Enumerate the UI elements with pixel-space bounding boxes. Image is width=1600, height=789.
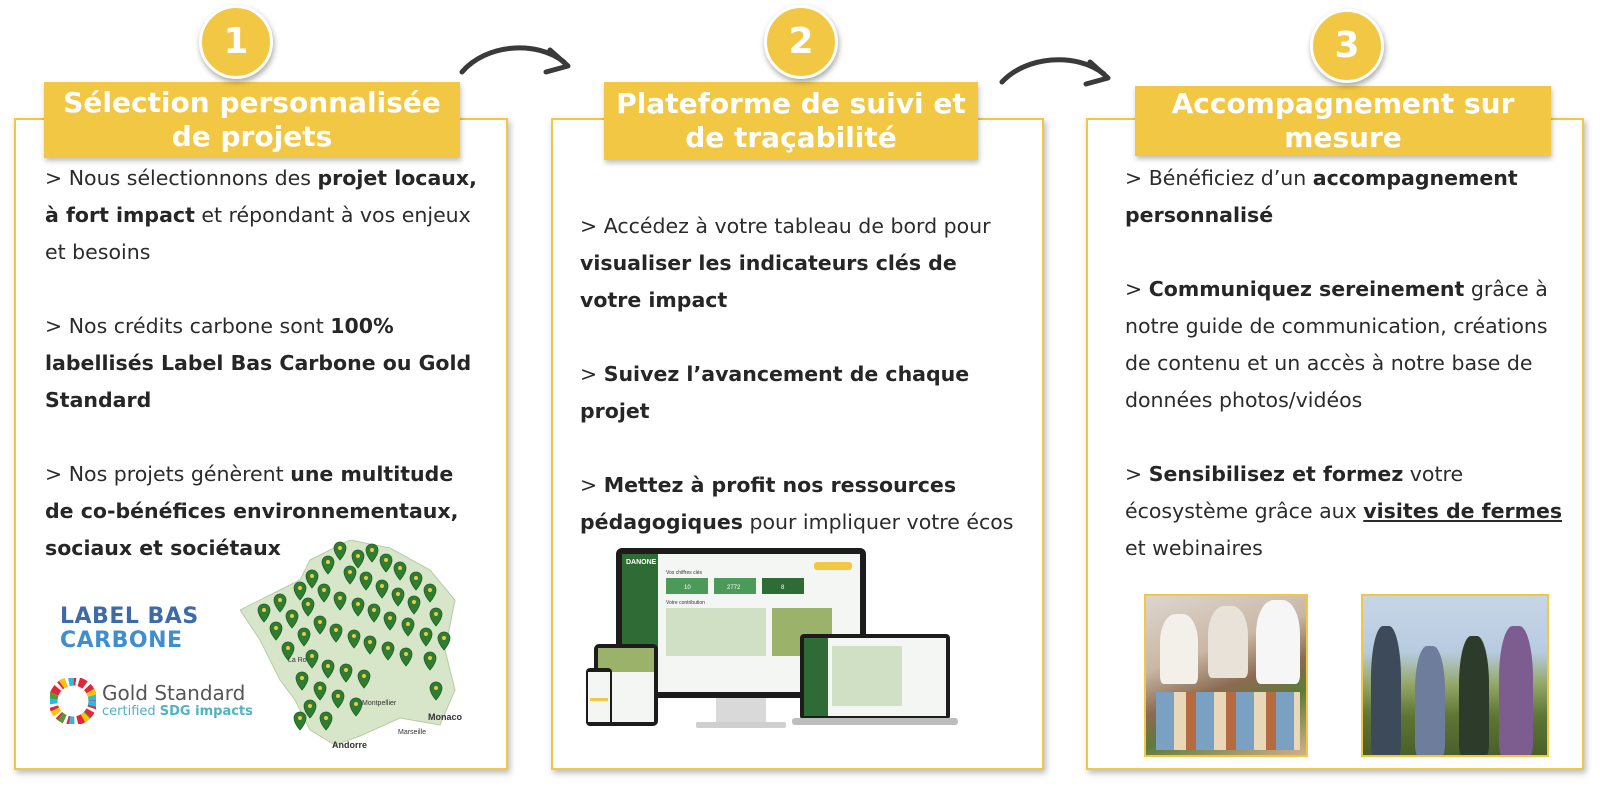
map-pin-dot: [356, 602, 360, 606]
body-text: grâce à notre guide de communication, créations de contenu et un accès à notre base de données photos/vidéos: [1125, 277, 1548, 412]
map-pin-dot: [414, 576, 418, 580]
map-pin-dot: [278, 598, 282, 602]
step-description-2: [580, 208, 1020, 578]
body-text: >: [1125, 277, 1149, 301]
map-pin-dot: [398, 566, 402, 570]
step-title-1: Sélection personnalisée de projets: [44, 82, 460, 158]
map-pin-dot: [308, 704, 312, 708]
map-pin-dot: [338, 546, 342, 550]
body-text: votre écosystème grâce aux: [1125, 462, 1464, 523]
body-text: et répondant à vos enjeux et besoins: [45, 203, 471, 264]
stat-value: 8: [781, 585, 785, 591]
highlight-text: Sensibilisez et formez: [1148, 462, 1404, 486]
map-pin-dot: [322, 588, 326, 592]
description-paragraph: [580, 356, 1020, 430]
map-pin-dot: [336, 694, 340, 698]
map-pin-dot: [306, 602, 310, 606]
map-pin-dot: [354, 702, 358, 706]
gs-sub-bold: SDG impacts: [159, 704, 253, 719]
body-text: > Accédez à votre tableau de bord pour: [580, 214, 991, 238]
body-text: pour impliquer votre écos: [742, 510, 1014, 534]
map-pin-dot: [364, 576, 368, 580]
description-paragraph: [580, 467, 1020, 541]
description-paragraph: [1125, 271, 1565, 419]
map-pin-dot: [318, 620, 322, 624]
highlight-text: 100% labellisés Label Bas Carbone ou Gold Standard: [45, 314, 472, 412]
map-label-la-rochelle: La Ro: [288, 657, 307, 664]
gold-standard-name: Gold Standard: [102, 681, 246, 705]
map-pin-dot: [326, 664, 330, 668]
gold-standard-subtitle: [102, 704, 253, 720]
map-pin-dot: [344, 668, 348, 672]
map-pin-dot: [406, 622, 410, 626]
arrow-right-icon: [996, 48, 1116, 90]
dashboard-section: Votre contribution: [666, 600, 705, 606]
body-text: >: [580, 473, 604, 497]
map-pin-dot: [442, 636, 446, 640]
arrow-right-icon: [456, 36, 576, 78]
underlined-link-text: [1363, 499, 1562, 523]
body-text: > Nos crédits carbone sont: [45, 314, 331, 338]
map-pin-dot: [380, 584, 384, 588]
dashboard-devices-mockup: [586, 548, 966, 728]
map-pin-dot: [372, 608, 376, 612]
map-pin-dot: [434, 612, 438, 616]
map-pin-dot: [338, 596, 342, 600]
highlight-text: accompagnement personnalisé: [1125, 166, 1518, 227]
description-paragraph: [580, 208, 1020, 319]
map-label-marseille: Marseille: [398, 729, 427, 736]
map-pin-dot: [290, 614, 294, 618]
description-paragraph: [1125, 456, 1565, 567]
step-number-1: 1: [199, 5, 273, 79]
map-pin-dot: [286, 646, 290, 650]
map-pin-dot: [274, 626, 278, 630]
map-pin-dot: [298, 586, 302, 590]
workshop-photo: [1144, 594, 1308, 757]
map-pin-dot: [412, 600, 416, 604]
step-number-2: 2: [764, 5, 838, 79]
map-label-montpellier: Montpellier: [362, 700, 397, 707]
map-pin-dot: [348, 570, 352, 574]
map-pin-dot: [368, 640, 372, 644]
farm-visit-photo: [1361, 594, 1549, 757]
logo-line: LABEL BAS: [60, 604, 199, 629]
map-pin-dot: [302, 632, 306, 636]
gs-sub-prefix: certified: [102, 704, 160, 719]
map-pin-dot: [388, 616, 392, 620]
logo-line: CARBONE: [60, 628, 183, 653]
highlight-text: projet locaux, à fort impact: [45, 166, 477, 227]
map-pin-dot: [300, 676, 304, 680]
body-text: et webinaires: [1125, 536, 1263, 560]
map-pin-icon: [294, 712, 306, 730]
map-pin-dot: [324, 716, 328, 720]
map-pin-dot: [352, 634, 356, 638]
body-text: > Bénéficiez d’un: [1125, 166, 1313, 190]
highlight-text: visualiser les indicateurs clés de votre impact: [580, 251, 957, 312]
map-label-monaco: Monaco: [428, 712, 463, 722]
stat-value: 10: [684, 585, 691, 591]
map-pin-dot: [370, 548, 374, 552]
map-pin-dot: [434, 686, 438, 690]
highlight-text: Communiquez sereinement: [1148, 277, 1465, 301]
stat-value: 2772: [727, 585, 741, 591]
france-projects-map: [240, 540, 465, 755]
description-paragraph: [1125, 160, 1565, 234]
highlight-text: Suivez l’avancement de chaque projet: [580, 362, 970, 423]
map-pin-dot: [334, 628, 338, 632]
dashboard-heading: Vos chiffres clés: [666, 570, 703, 576]
map-pin-dot: [384, 558, 388, 562]
highlight-text: une multitude de co-bénéfices environnementaux, sociaux et sociétaux: [45, 462, 459, 560]
map-pin-dot: [362, 674, 366, 678]
map-pin-dot: [428, 588, 432, 592]
map-pin-dot: [404, 652, 408, 656]
map-pin-dot: [386, 646, 390, 650]
map-pin-dot: [326, 560, 330, 564]
step-description-3: [1125, 160, 1565, 604]
step-number-3: 3: [1310, 9, 1384, 83]
map-pin-dot: [396, 592, 400, 596]
map-pin-dot: [310, 654, 314, 658]
sdg-wheel-icon: [50, 678, 96, 724]
body-text: > Nous sélectionnons des: [45, 166, 318, 190]
step-title-3: Accompagnement sur mesure: [1135, 86, 1551, 156]
gold-standard-logo: [50, 678, 253, 724]
label-bas-carbone-logo: [60, 605, 199, 653]
description-paragraph: [45, 160, 485, 271]
body-text: > Nos projets génèrent: [45, 462, 291, 486]
body-text: >: [1125, 462, 1149, 486]
map-label-andorre: Andorre: [332, 740, 368, 750]
map-pin-dot: [262, 608, 266, 612]
map-pin-dot: [356, 554, 360, 558]
map-pin-dot: [428, 656, 432, 660]
description-paragraph: [45, 308, 485, 419]
highlight-text: Mettez à profit nos ressources pédagogiques: [580, 473, 957, 534]
map-pin-dot: [310, 574, 314, 578]
highlight-text: visites de fermes: [1363, 499, 1563, 523]
step-title-2: Plateforme de suivi et de traçabilité: [604, 82, 978, 160]
body-text: >: [580, 362, 604, 386]
step-description-1: [45, 160, 485, 604]
dashboard-brand: DANONE: [626, 559, 657, 566]
map-pin-dot: [298, 716, 302, 720]
map-pin-dot: [424, 632, 428, 636]
map-pin-dot: [318, 686, 322, 690]
